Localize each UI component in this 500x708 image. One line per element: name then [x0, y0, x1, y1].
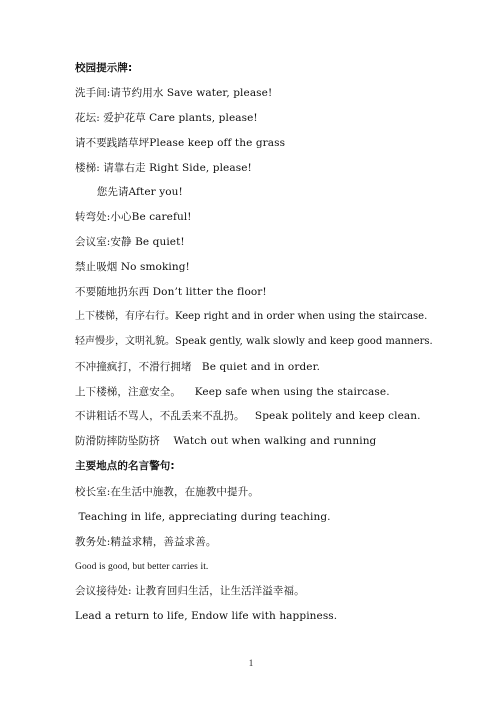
text-line: 不要随地扔东西 Don’t litter the floor! — [75, 286, 267, 298]
text-line: Good is good, but better carries it. — [75, 562, 209, 572]
text-line: 会议接待处: 让教育回归生活，让生活洋溢幸福。 — [75, 585, 305, 597]
text-line: 上下楼梯，注意安全。 Keep safe when using the staircase. — [75, 386, 390, 398]
text-line: 轻声慢步，文明礼貌。Speak gently, walk slowly and keep good manners. — [75, 336, 433, 347]
text-line: 转弯处:小心Be careful! — [75, 211, 192, 223]
text-line: 防滑防摔防坠防挤 Watch out when walking and running — [75, 435, 377, 447]
text-line: 禁止吸烟 No smoking! — [75, 261, 190, 273]
text-line: 会议室:安静 Be quiet! — [75, 236, 185, 248]
text-line: Teaching in life, appreciating during teaching. — [75, 511, 331, 523]
text-line: 洗手间:请节约用水 Save water, please! — [75, 87, 273, 99]
section-heading-famous-quotes: 主要地点的名言警句: — [75, 460, 175, 472]
text-line: 教务处:精益求精，善益求善。 — [75, 536, 217, 548]
text-line: 校长室:在生活中施教，在施教中提升。 — [75, 486, 259, 498]
text-line: 楼梯: 请靠右走 Right Side, please! — [75, 162, 252, 174]
text-line: 您先请After you! — [83, 186, 183, 198]
text-line: Lead a return to life, Endow life with happiness. — [75, 610, 338, 622]
text-line: 上下楼梯，有序右行。Keep right and in order when using the staircase. — [75, 311, 428, 322]
section-heading-campus-signs: 校园提示牌: — [75, 62, 133, 74]
page-number: 1 — [248, 658, 254, 668]
text-line: 不冲撞疯打，不滑行拥堵 Be quiet and in order. — [75, 361, 321, 373]
text-line: 不讲粗话不骂人，不乱丢来不乱扔。 Speak politely and keep clean. — [75, 410, 421, 422]
text-line: 花坛: 爱护花草 Care plants, please! — [75, 112, 258, 124]
text-line: 请不要践踏草坪Please keep off the grass — [75, 137, 286, 149]
